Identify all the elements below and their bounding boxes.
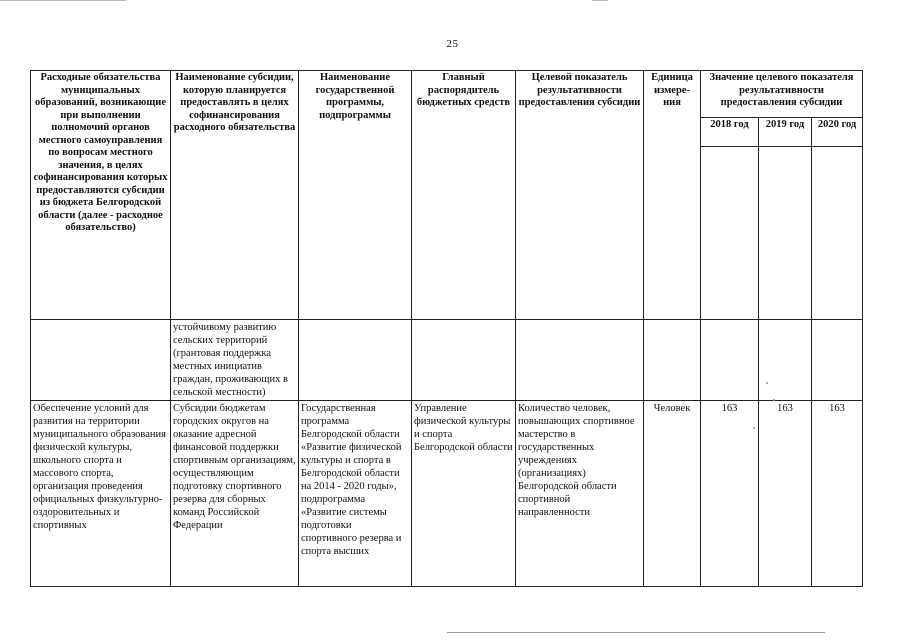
- cell-subsidy-continuation: устойчивому развитию сельских территорий (грантовая поддержка местных инициатив граждан, проживающих в сельской местности): [171, 320, 299, 401]
- header-budget-manager: Главный распорядитель бюджетных средств: [412, 71, 516, 320]
- cell-empty: [412, 320, 516, 401]
- cell-target-indicator: Количество человек, повышающих спортивное мастерство в государственных учреждениях (организациях) Белгородской области спортивной направленности: [516, 401, 644, 587]
- header-subsidy-name: Наименование субсидии, которую планируется предоставлять в целях софинансирования расходного обязательства: [171, 71, 299, 320]
- cell-obligation: Обеспечение условий для развития на территории муниципального образования физической культуры, школьного спорта и массового спорта, организация проведения официальных физкультурно-оздоровительных и спортивных: [31, 401, 171, 587]
- top-edge-line-right: [592, 0, 608, 1]
- header-target-value-group: Значение целевого показателя результативности предоставления субсидии: [701, 71, 863, 118]
- top-edge-line-left: [0, 0, 126, 1]
- bottom-rule: [447, 632, 825, 633]
- scan-speck: [753, 427, 755, 429]
- subsidy-table: [30, 70, 863, 587]
- cell-empty: [644, 320, 701, 401]
- cell-subsidy-name: Субсидии бюджетам городских округов на оказание адресной финансовой поддержки спортивным организациям, осуществляющим подготовку спортивного резерва для сборных команд Российской Федерации: [171, 401, 299, 587]
- cell-empty: [812, 320, 863, 401]
- cell-empty: [516, 320, 644, 401]
- header-year-2020-spacer: [812, 147, 863, 320]
- cell-unit: Человек: [644, 401, 701, 587]
- continuation-row: [31, 320, 863, 401]
- header-obligations: Расходные обязательства муниципальных образований, возникающие при выполнении полномочий органов местного самоуправления по вопросам местного значения, в целях софинансирования которых предоставляются субсидии из бюджета Белгородской области (далее - расходное обязательство): [31, 71, 171, 320]
- header-year-2019-spacer: [759, 147, 812, 320]
- page-number: 25: [446, 38, 459, 50]
- header-target-indicator: Целевой показатель результативности предоставления субсидии: [516, 71, 644, 320]
- header-year-2020: 2020 год: [812, 118, 863, 147]
- cell-budget-manager: Управление физической культуры и спорта Белгородской области: [412, 401, 516, 587]
- cell-program-name: Государственная программа Белгородской области «Развитие физической культуры и спорта в Белгородской области на 2014 - 2020 годы», подпрограмма «Развитие системы подготовки спортивного резерва и спорта высших: [299, 401, 412, 587]
- header-program-name: Наименование государственной программы, подпрограммы: [299, 71, 412, 320]
- header-year-2019: 2019 год: [759, 118, 812, 147]
- cell-value-2018: 163: [701, 401, 759, 587]
- scan-speck: [773, 399, 775, 401]
- scan-speck: [766, 382, 768, 384]
- cell-empty: [31, 320, 171, 401]
- cell-value-2019: 163: [759, 401, 812, 587]
- header-year-2018: 2018 год: [701, 118, 759, 147]
- cell-empty: [299, 320, 412, 401]
- cell-empty: [701, 320, 759, 401]
- header-unit: Единица измере-ния: [644, 71, 701, 320]
- table-row: [31, 401, 863, 587]
- cell-value-2020: 163: [812, 401, 863, 587]
- cell-empty: [759, 320, 812, 401]
- header-year-2018-spacer: [701, 147, 759, 320]
- header-row: [31, 71, 863, 118]
